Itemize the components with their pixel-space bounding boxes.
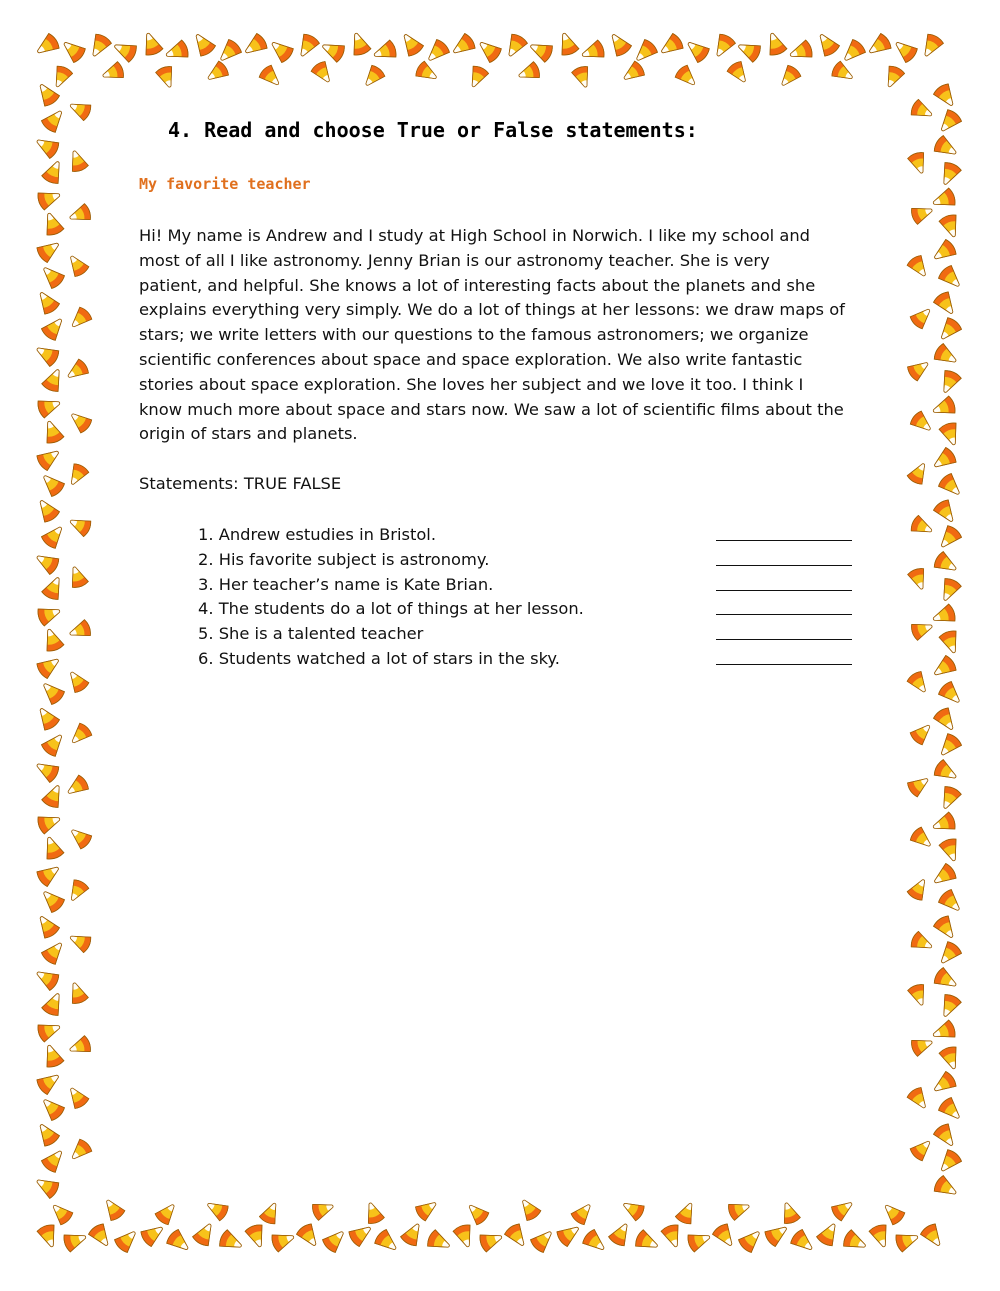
passage-line: most of all I like astronomy. Jenny Brian is our astronomy teacher. She is very bbox=[139, 250, 770, 270]
statement-text: 2. His favorite subject is astronomy. bbox=[198, 549, 490, 569]
statement-item bbox=[198, 622, 858, 647]
answer-blank[interactable] bbox=[716, 639, 852, 640]
statements-list bbox=[198, 523, 858, 672]
passage-line: Hi! My name is Andrew and I study at High School in Norwich. I like my school and bbox=[139, 226, 811, 245]
page-title: 4. Read and choose True or False statements: bbox=[168, 118, 698, 142]
passage-line: scientific conferences about space and space exploration. We also write fantastic bbox=[139, 349, 803, 369]
passage-line: know much more about space and stars now. We saw a lot of scientific films about the bbox=[139, 399, 844, 419]
passage-line: explains everything very simply. We do a lot of things at her lessons: we draw maps of bbox=[139, 300, 845, 320]
statement-item bbox=[198, 647, 858, 672]
statements-header: Statements: TRUE FALSE bbox=[139, 474, 342, 493]
passage-line: stars; we write letters with our questions to the famous astronomers; we organize bbox=[139, 325, 809, 345]
answer-blank[interactable] bbox=[716, 565, 852, 566]
reading-passage bbox=[139, 224, 864, 447]
answer-blank[interactable] bbox=[716, 590, 852, 591]
statement-item bbox=[198, 573, 858, 598]
statement-text: 6. Students watched a lot of stars in the sky. bbox=[198, 648, 560, 668]
statement-text: 5. She is a talented teacher bbox=[198, 624, 424, 644]
answer-blank[interactable] bbox=[716, 614, 852, 615]
answer-blank[interactable] bbox=[716, 664, 852, 665]
answer-blank[interactable] bbox=[716, 540, 852, 541]
passage-line: patient, and helpful. She knows a lot of interesting facts about the planets and she bbox=[139, 275, 816, 295]
passage-line: stories about space exploration. She loves her subject and we love it too. I think I bbox=[139, 374, 804, 394]
statement-item bbox=[198, 523, 858, 548]
passage-line: origin of stars and planets. bbox=[139, 424, 358, 444]
statement-text: 3. Her teacher’s name is Kate Brian. bbox=[198, 574, 494, 594]
statement-item bbox=[198, 548, 858, 573]
statement-item bbox=[198, 597, 858, 622]
passage-title: My favorite teacher bbox=[139, 175, 311, 193]
statement-text: 4. The students do a lot of things at her lesson. bbox=[198, 599, 584, 619]
statement-text: 1. Andrew estudies in Bristol. bbox=[198, 525, 437, 544]
